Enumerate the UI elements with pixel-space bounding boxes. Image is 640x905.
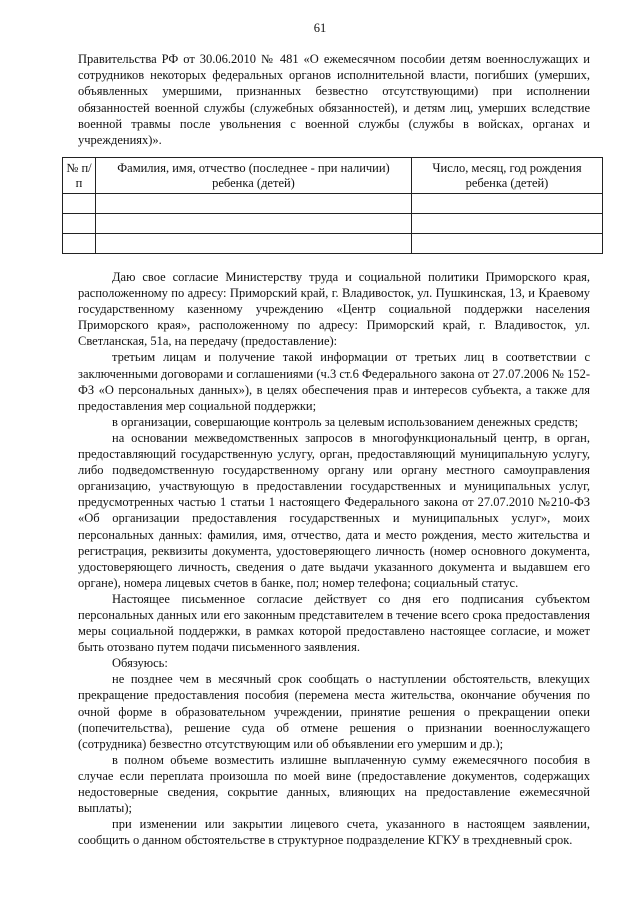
third-parties-paragraph: третьим лицам и получение такой информации от третьих лиц в соответствии с заключенными договорами и соглашениями (ч.3 ст.6 Федерального закона от 27.07.2006 № 152-ФЗ «О персональных данных»), в целях обеспечения прав и интересов субъекта, а также для предоставления мер социальной поддержки;: [78, 350, 590, 413]
table-cell: [96, 194, 412, 214]
table-cell: [63, 234, 96, 254]
table-header-row: [63, 158, 603, 194]
obligation-notify-paragraph: не позднее чем в месячный срок сообщать о наступлении обстоятельств, влекущих прекращение предоставления пособия (перемена места жительства, окончание обучения по очной форме в образовательном учреждении, принятие решения о прекращении опеки (попечительства), решение суда об отмене решения о признании военнослужащего (сотрудника) безвестно отсутствующим или об объявлении его умершим и др.);: [78, 672, 590, 751]
consent-body: [78, 269, 590, 848]
obligation-refund-paragraph: в полном объеме возместить излишне выплаченную сумму ежемесячного пособия в случае если переплата произошла по моей вине (предоставление документов, содержащих недостоверные сведения, сокрытие данных, влияющих на предоставление ежемесячной выплаты);: [78, 752, 590, 816]
obligation-account-paragraph: при изменении или закрытии лицевого счета, указанного в настоящем заявлении, сообщить о данном обстоятельстве в структурное подразделение КГКУ в трехдневный срок.: [78, 817, 590, 848]
table-row: [63, 234, 603, 254]
table-cell: [63, 214, 96, 234]
intro-paragraph: Правительства РФ от 30.06.2010 № 481 «О ежемесячном пособии детям военнослужащих и сотрудников некоторых федеральных органов исполнительной власти, погибших (умерших, объявленных умершими, признанных безвестно отсутствующими) при исполнении обязанностей военной службы (служебных обязанностей), и детям лиц, умерших вследствие военной травмы после увольнения с военной службы (службы в войсках, органах и учреждениях)».: [78, 52, 590, 148]
header-birth-date: Число, месяц, год рождения ребенка (детей): [412, 158, 603, 194]
table-row: [63, 214, 603, 234]
table-cell: [412, 214, 603, 234]
children-table: [62, 157, 603, 254]
table-cell: [63, 194, 96, 214]
table-row: [63, 194, 603, 214]
validity-paragraph: Настоящее письменное согласие действует со дня его подписания субъектом персональных данных или его законным представителем в течение всего срока предоставления меры социальной поддержки, в рамках которой предоставлено настоящее согласие, и может быть отозвано путем подачи письменного заявления.: [78, 591, 590, 655]
interagency-requests-paragraph: на основании межведомственных запросов в многофункциональный центр, в орган, предоставляющий государственную услугу, орган, предоставляющий муниципальную услугу, либо подведомственную государственному органу или органу местного самоуправления организацию, участвующую в предоставлении государственных и муниципальных услуг, предусмотренных частью 1 статьи 1 настоящего Федерального закона от 27.07.2010 №210-ФЗ «Об организации предоставления государственных и муниципальных услуг», моих персональных данных: фамилия, имя, отчество, дата и место рождения, место жительства и регистрация, реквизиты документа, удостоверяющего личность (номер основного документа, удостоверяющего личность, сведения о дате выдачи указанного документа и выдавшем его органе), номера лицевых счетов в банке, пол; номер телефона; социальный статус.: [78, 430, 590, 590]
control-organizations-paragraph: в организации, совершающие контроль за целевым использованием денежных средств;: [112, 414, 579, 429]
obligations-heading: Обязуюсь:: [112, 656, 168, 671]
table-cell: [96, 234, 412, 254]
table-cell: [412, 234, 603, 254]
consent-paragraph: Даю свое согласие Министерству труда и социальной политики Приморского края, расположенному по адресу: Приморский край, г. Владивосток, ул. Пушкинская, 13, и Краевому государственному казенному учреждению «Центр социальной поддержки населения Приморского края», расположенному по адресу: Приморский край, г. Владивосток, ул. Светланская, 51а, на передачу (предоставление):: [78, 270, 590, 349]
header-number: № п/п: [63, 158, 96, 194]
table-cell: [412, 194, 603, 214]
header-child-name: Фамилия, имя, отчество (последнее - при наличии) ребенка (детей): [96, 158, 412, 194]
page-number: 61: [313, 21, 327, 35]
table-cell: [96, 214, 412, 234]
